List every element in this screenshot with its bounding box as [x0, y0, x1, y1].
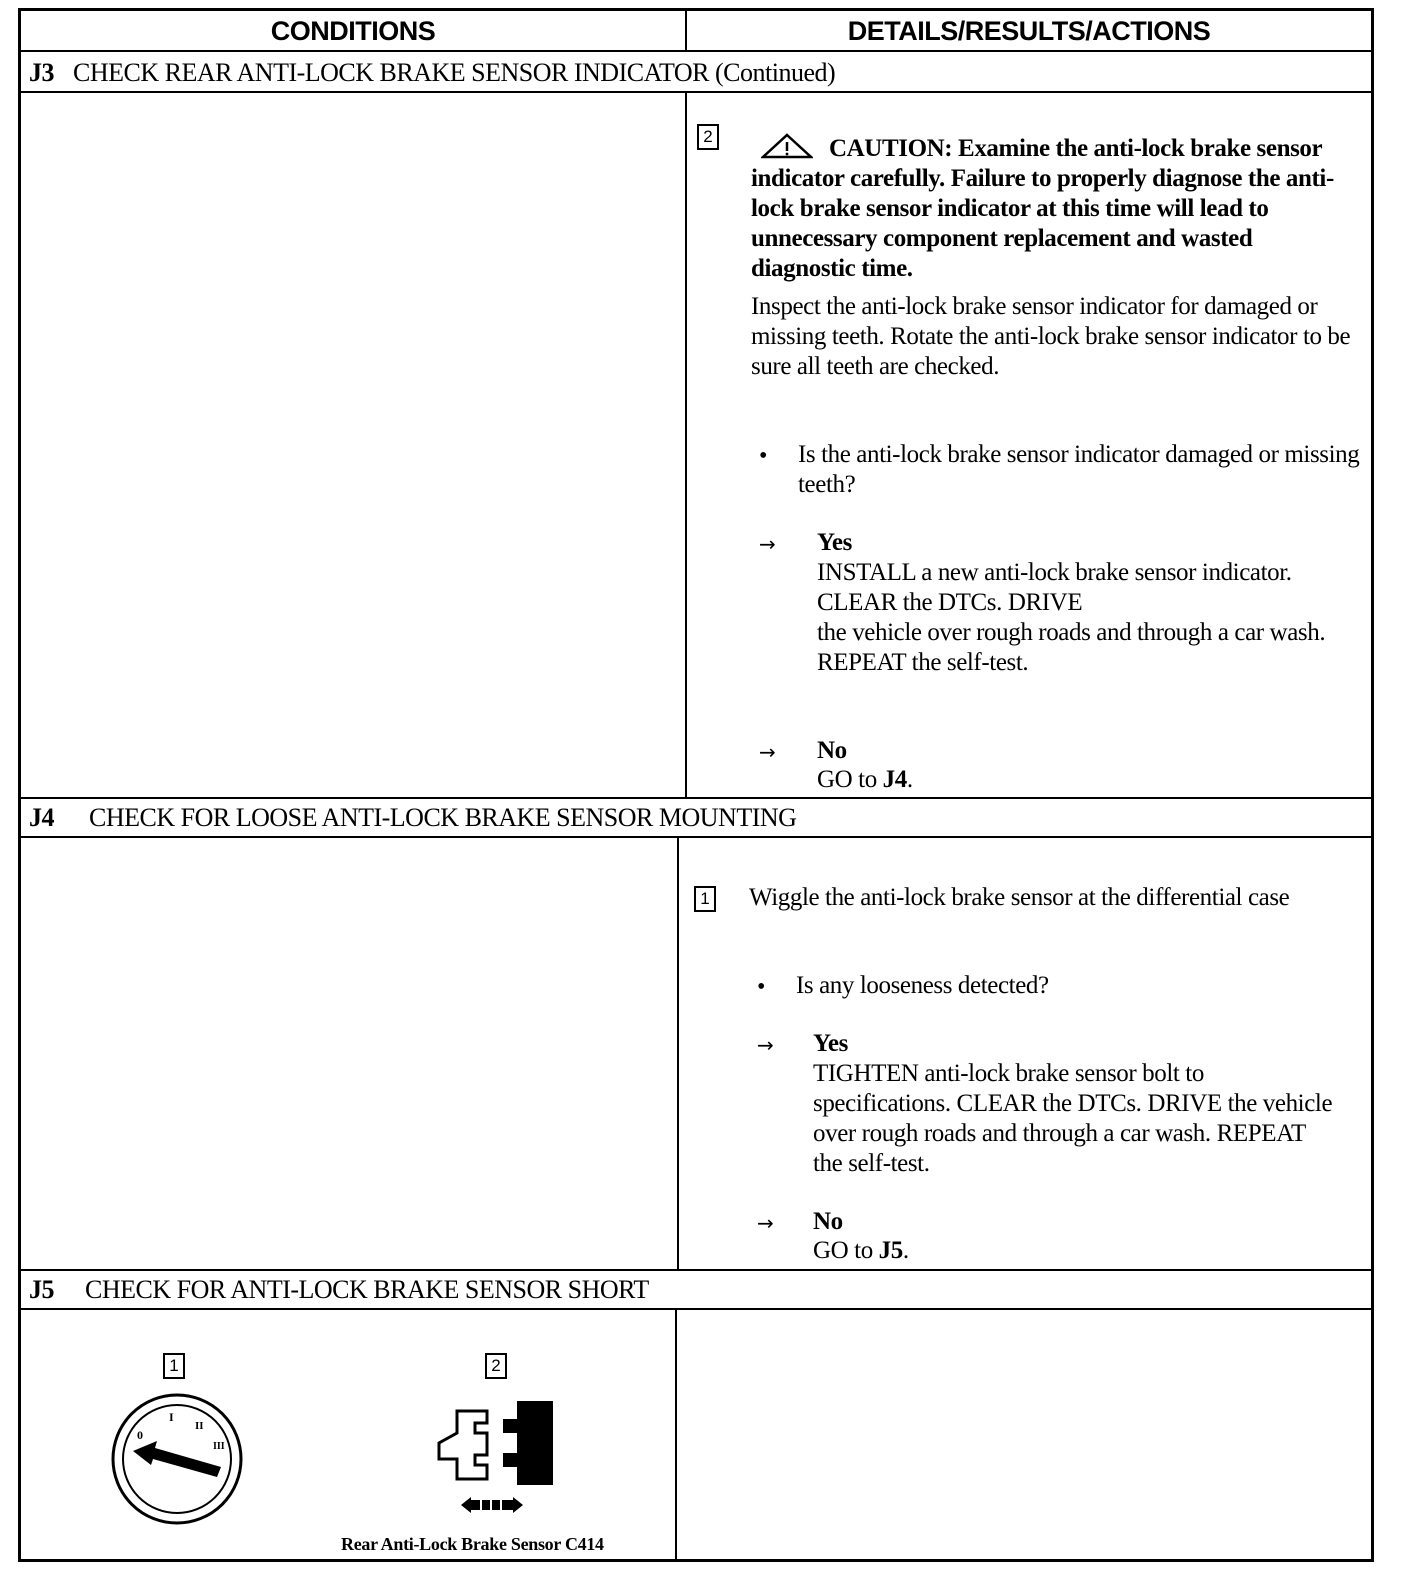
ignition-position-0: 0: [137, 1428, 143, 1442]
section-code: J4: [29, 803, 54, 832]
section-title-text: CHECK FOR LOOSE ANTI-LOCK BRAKE SENSOR MOUNTING: [89, 803, 797, 832]
section-code: J5: [29, 1275, 54, 1304]
instruction-text: Wiggle the anti-lock brake sensor at the differential case: [749, 884, 1290, 911]
figure-caption: Rear Anti-Lock Brake Sensor C414: [341, 1534, 604, 1554]
rule-j5-title: [21, 1308, 1371, 1310]
arrow-right-icon: →: [759, 532, 776, 556]
ignition-position-1: I: [169, 1410, 174, 1424]
step-number-box: 1: [694, 886, 716, 912]
question-text: Is the anti-lock brake sensor indicator damaged or missing teeth?: [798, 441, 1360, 498]
rule-j4-end: [21, 1269, 1371, 1271]
no-action-prefix: GO to: [817, 766, 883, 793]
no-action: [817, 765, 913, 795]
caution-text: CAUTION: Examine the anti-lock brake sensor indicator carefully. Failure to properly diagnose the anti-lock brake sensor indicator at this time will lead to unnecessary component replacement and wasted diagnostic time.: [751, 135, 1334, 282]
bullet-icon: •: [759, 443, 768, 469]
step-number-box: 2: [697, 124, 719, 150]
no-action-prefix: GO to: [813, 1237, 879, 1264]
section-title-text: CHECK FOR ANTI-LOCK BRAKE SENSOR SHORT: [85, 1275, 649, 1304]
yes-label: Yes: [813, 1030, 848, 1057]
no-action-target: J5: [878, 1237, 903, 1264]
bullet-icon: •: [757, 974, 766, 1000]
rule-j4-title: [21, 836, 1371, 838]
no-label: No: [817, 737, 847, 764]
yes-label: Yes: [817, 529, 852, 556]
question-text: Is any looseness detected?: [796, 972, 1049, 999]
no-action-suffix: .: [902, 1237, 909, 1264]
arrow-right-icon: →: [757, 1211, 774, 1235]
divider-header: [685, 11, 687, 52]
rule-j3-end: [21, 797, 1371, 799]
yes-action: INSTALL a new anti-lock brake sensor indicator. CLEAR the DTCs. DRIVE the vehicle over rough roads and through a car wash. REPEAT the self-test.: [817, 559, 1326, 676]
column-header-conditions: CONDITIONS: [270, 16, 436, 46]
no-label: No: [813, 1208, 843, 1235]
section-title-j5: [29, 1273, 649, 1307]
section-title-j4: [29, 801, 796, 835]
figure-step-box: 2: [485, 1353, 507, 1379]
yes-action: TIGHTEN anti-lock brake sensor bolt to specifications. CLEAR the DTCs. DRIVE the vehicle over rough roads and through a car wash. REPEAT the self-test.: [813, 1060, 1333, 1177]
no-action: [813, 1236, 909, 1266]
diagnostic-table: [18, 8, 1374, 1562]
column-header-details: DETAILS/RESULTS/ACTIONS: [847, 16, 1211, 46]
arrow-right-icon: →: [759, 740, 776, 764]
rule-j3-title: [21, 91, 1371, 93]
no-action-target: J4: [882, 766, 907, 793]
ignition-position-3: III: [213, 1441, 225, 1452]
ignition-switch-icon: [109, 1391, 245, 1527]
instruction-text: Inspect the anti-lock brake sensor indicator for damaged or missing teeth. Rotate the anti-lock brake sensor indicator to be sure all teeth are checked.: [751, 293, 1351, 380]
connector-disconnect-icon: [429, 1389, 561, 1519]
no-action-suffix: .: [906, 766, 913, 793]
divider-j3: [685, 92, 687, 798]
ignition-position-2: II: [195, 1420, 204, 1432]
divider-j5: [675, 1309, 677, 1561]
section-code: J3: [29, 58, 54, 87]
section-title-j3: [29, 56, 835, 90]
section-title-text: CHECK REAR ANTI-LOCK BRAKE SENSOR INDICATOR (Continued): [73, 58, 836, 87]
arrow-right-icon: →: [757, 1033, 774, 1057]
figure-step-box: 1: [163, 1353, 185, 1379]
divider-j4: [677, 837, 679, 1270]
rule-header: [21, 50, 1371, 52]
